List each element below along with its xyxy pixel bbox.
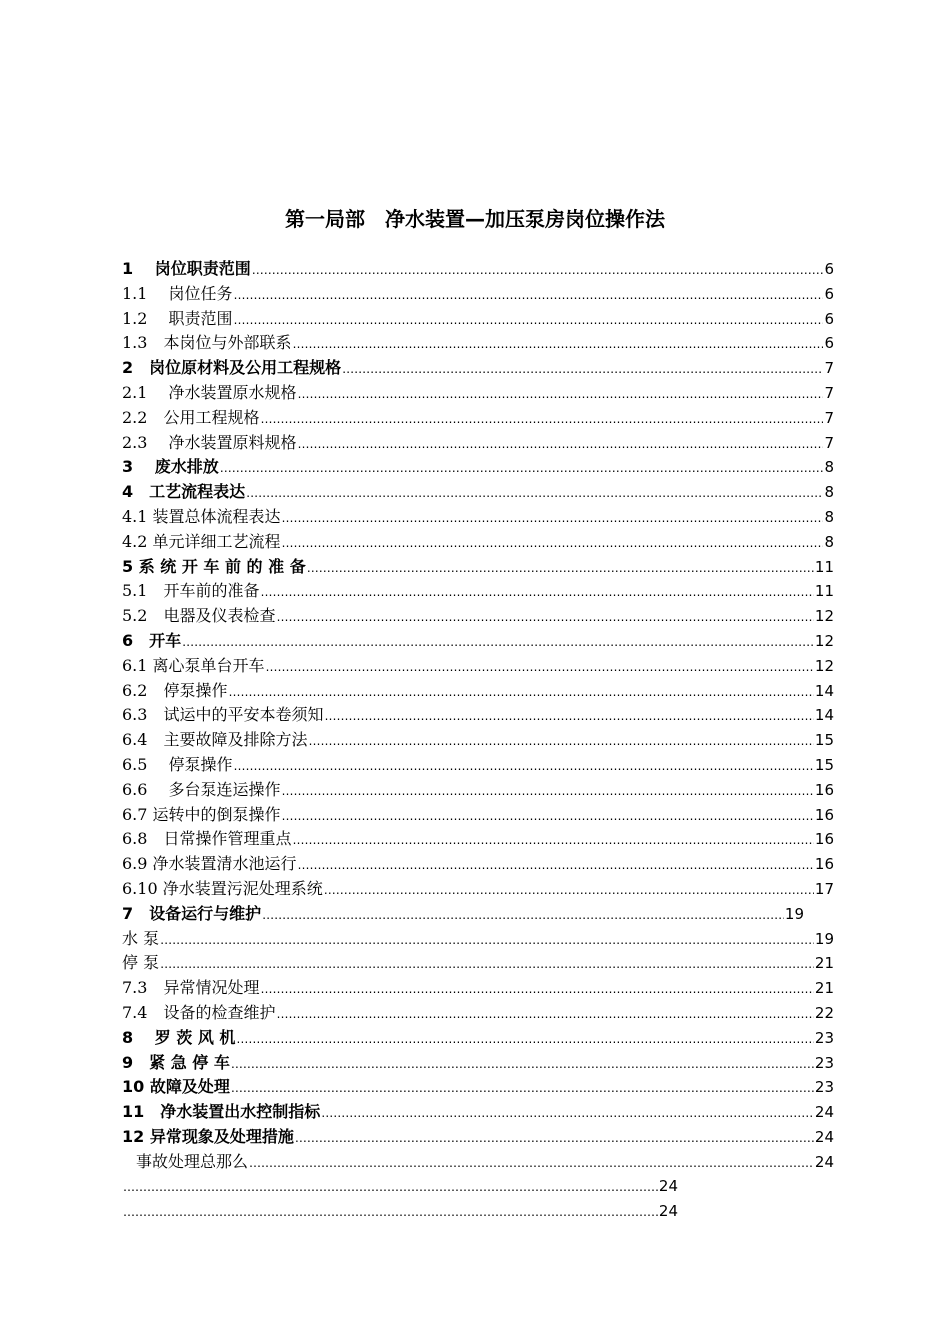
toc-dot-leader [260,977,813,1001]
toc-entry-label: 4.2 单元详细工艺流程 [122,531,281,551]
toc-entry-label: 2.3 净水装置原料规格 [122,432,297,452]
toc-entry[interactable] [122,927,834,952]
toc-entry-page-number: 7 [824,408,834,427]
toc-entry[interactable] [122,902,804,927]
toc-dot-leader [282,779,814,803]
toc-entry-label: 5.2 电器及仪表检查 [122,606,276,626]
toc-entry-page-number: 16 [814,855,834,874]
toc-dot-leader [234,754,814,778]
toc-dot-leader [298,382,824,406]
toc-entry-label: 9 紧 急 停 车 [122,1052,230,1072]
toc-entry[interactable] [122,406,834,431]
toc-entry[interactable] [122,679,834,704]
toc-entry-label: 6.3 试运中的平安本卷须知 [122,705,324,725]
toc-entry-label: 6.8 日常操作管理重点 [122,829,292,849]
toc-entry[interactable] [122,1001,834,1026]
toc-entry-page-number: 17 [814,879,834,898]
toc-entry-label: 2.1 净水装置原水规格 [122,382,297,402]
toc-dot-leader [252,258,824,282]
toc-entry[interactable] [122,778,834,803]
toc-entry[interactable] [122,480,834,505]
toc-entry[interactable] [122,505,834,530]
toc-entry[interactable] [122,976,834,1001]
toc-dot-leader [260,580,813,604]
toc-entry-label: 6.10 净水装置污泥处理系统 [122,878,323,898]
toc-entry-label: 12 异常现象及处理措施 [122,1126,294,1146]
toc-dot-leader [160,928,814,952]
toc-dot-leader [276,605,813,629]
page-title: 第一局部 净水装置—加压泵房岗位操作法 [285,207,665,231]
toc-entry-label: 6.5 停泵操作 [122,754,233,774]
toc-entry[interactable] [122,1150,834,1175]
toc-entry[interactable] [122,803,834,828]
toc-entry-label: 6.2 停泵操作 [122,680,228,700]
toc-entry-label: 2.2 公用工程规格 [122,407,260,427]
toc-dot-leader [182,630,814,654]
toc-entry-label: 6.1 离心泵单台开车 [122,655,265,675]
toc-dot-leader [228,680,813,704]
toc-dot-leader [231,1052,814,1076]
toc-entry-page-number: 22 [814,1003,834,1022]
toc-entry-label: 6.7 运转中的倒泵操作 [122,804,281,824]
toc-entry-page-number: 16 [814,780,834,799]
toc-entry-page-number: 23 [814,1028,834,1047]
toc-dot-leader [236,1027,813,1051]
toc-entry[interactable] [122,555,834,580]
toc-entry-label: 11 净水装置出水控制指标 [122,1102,321,1122]
toc-dot-leader [260,407,823,431]
toc-dot-leader [246,481,823,505]
toc-entry-page-number: 24 [814,1152,834,1171]
toc-dot-leader [160,952,814,976]
toc-entry[interactable] [122,703,834,728]
toc-entry-page-number: 21 [814,954,834,973]
toc-entry-page-number: 16 [814,805,834,824]
toc-entry-page-number: 6 [824,260,834,278]
toc-entry-page-number: 14 [814,681,834,700]
toc-entry-page-number: 8 [824,483,834,502]
toc-entry[interactable] [122,307,834,332]
toc-dot-leader [249,1151,814,1175]
toc-dot-leader [298,853,814,877]
toc-dot-leader [220,456,824,480]
toc-entry-label: 4.1 装置总体流程表达 [122,506,281,526]
toc-dot-leader [231,1076,814,1100]
toc-entry-page-number: 19 [814,929,834,948]
toc-dot-leader [276,1002,813,1026]
toc-dot-leader [234,308,824,332]
toc-entry-label: 4 工艺流程表达 [122,482,246,502]
toc-entry-page-number: 24 [658,1177,678,1196]
toc-entry-page-number: 24 [814,1127,834,1146]
toc-dot-leader [266,655,814,679]
toc-entry-label: 1.3 本岗位与外部联系 [122,333,292,353]
toc-entry-label: 6.4 主要故障及排除方法 [122,730,308,750]
toc-dot-leader [298,432,824,456]
toc-entry-label: 7 设备运行与维护 [122,903,262,923]
toc-dot-leader [321,1101,814,1125]
toc-entry-label: 5 系 统 开 车 前 的 准 备 [122,556,306,576]
toc-entry-page-number: 24 [814,1103,834,1122]
toc-dot-leader [123,1200,658,1224]
toc-entry[interactable] [122,1125,834,1150]
toc-entry-page-number: 8 [824,532,834,551]
toc-entry-page-number: 23 [814,1078,834,1097]
toc-entry[interactable] [122,753,834,778]
toc-entry[interactable] [122,1100,834,1125]
toc-entry-page-number: 6 [824,284,834,303]
toc-entry-page-number: 19 [784,904,804,923]
toc-entry-label: 2 岗位原材料及公用工程规格 [122,358,342,378]
toc-dot-leader [234,283,824,307]
toc-entry[interactable] [122,951,834,976]
toc-entry-label: 10 故障及处理 [122,1077,230,1097]
toc-entry-page-number: 24 [658,1202,678,1221]
toc-entry[interactable] [122,381,834,406]
toc-dot-leader [342,357,823,381]
toc-entry-page-number: 6 [824,309,834,328]
toc-entry[interactable] [122,331,834,356]
toc-entry[interactable] [122,629,834,654]
toc-entry[interactable] [122,827,834,852]
toc-entry-page-number: 7 [824,359,834,378]
toc-entry-label: 1 岗位职责范围 [122,259,251,278]
toc-entry-page-number: 16 [814,830,834,849]
toc-entry-page-number: 11 [814,557,834,576]
toc-dot-leader [292,332,823,356]
toc-entry-label: 停 泵 [122,953,160,973]
toc-entry-page-number: 12 [814,607,834,626]
toc-entry-page-number: 15 [814,731,834,750]
toc-entry[interactable] [122,877,834,902]
toc-entry-page-number: 8 [824,507,834,526]
toc-entry-page-number: 14 [814,706,834,725]
toc-entry-label: 6 开车 [122,630,182,650]
toc-entry-label: 7.3 异常情况处理 [122,978,260,998]
toc-dot-leader [262,903,784,927]
toc-entry[interactable] [122,530,834,555]
toc-entry-label: 1.1 岗位任务 [122,283,233,303]
toc-entry-page-number: 21 [814,979,834,998]
toc-entry[interactable] [122,579,834,604]
toc-entry[interactable] [122,455,834,480]
toc-entry[interactable] [122,257,834,282]
toc-entry-label: 事故处理总那么 [136,1151,249,1171]
toc-entry-page-number: 12 [814,631,834,650]
toc-dot-leader [282,531,824,555]
toc-entry-label: 水 泵 [122,928,160,948]
toc-entry-label: 5.1 开车前的准备 [122,581,260,601]
toc-entry[interactable] [122,356,834,381]
toc-entry[interactable] [122,1174,678,1199]
toc-entry-page-number: 12 [814,656,834,675]
toc-entry[interactable] [122,852,834,877]
toc-entry-page-number: 7 [824,383,834,402]
toc-dot-leader [308,729,813,753]
toc-entry[interactable] [122,654,834,679]
toc-entry[interactable] [122,1051,834,1076]
toc-dot-leader [123,1175,658,1199]
toc-entry[interactable] [122,431,834,456]
toc-entry[interactable] [122,1199,678,1224]
toc-dot-leader [324,878,814,902]
toc-dot-leader [324,704,813,728]
toc-entry-page-number: 23 [814,1053,834,1072]
toc-dot-leader [292,828,813,852]
toc-entry[interactable] [122,282,834,307]
toc-entry[interactable] [122,728,834,753]
toc-entry-label: 1.2 职责范围 [122,308,233,328]
toc-entry-page-number: 11 [814,582,834,601]
toc-entry-label: 7.4 设备的检查维护 [122,1002,276,1022]
toc-entry[interactable] [122,604,834,629]
toc-entry[interactable] [122,1026,834,1051]
toc-entry[interactable] [122,1075,834,1100]
toc-dot-leader [282,506,824,530]
toc-entry-label: 6.9 净水装置清水池运行 [122,854,297,874]
toc-entry-label: 8 罗 茨 风 机 [122,1027,236,1047]
toc-entry-page-number: 6 [824,334,834,353]
toc-dot-leader [307,556,814,580]
toc-entry-label: 6.6 多台泵连运操作 [122,779,281,799]
toc-entry-page-number: 8 [824,458,834,477]
toc-entry-page-number: 15 [814,755,834,774]
toc-dot-leader [282,804,814,828]
table-of-contents [122,257,834,1224]
toc-dot-leader [295,1126,814,1150]
toc-entry-label: 3 废水排放 [122,457,219,477]
toc-entry-page-number: 7 [824,433,834,452]
